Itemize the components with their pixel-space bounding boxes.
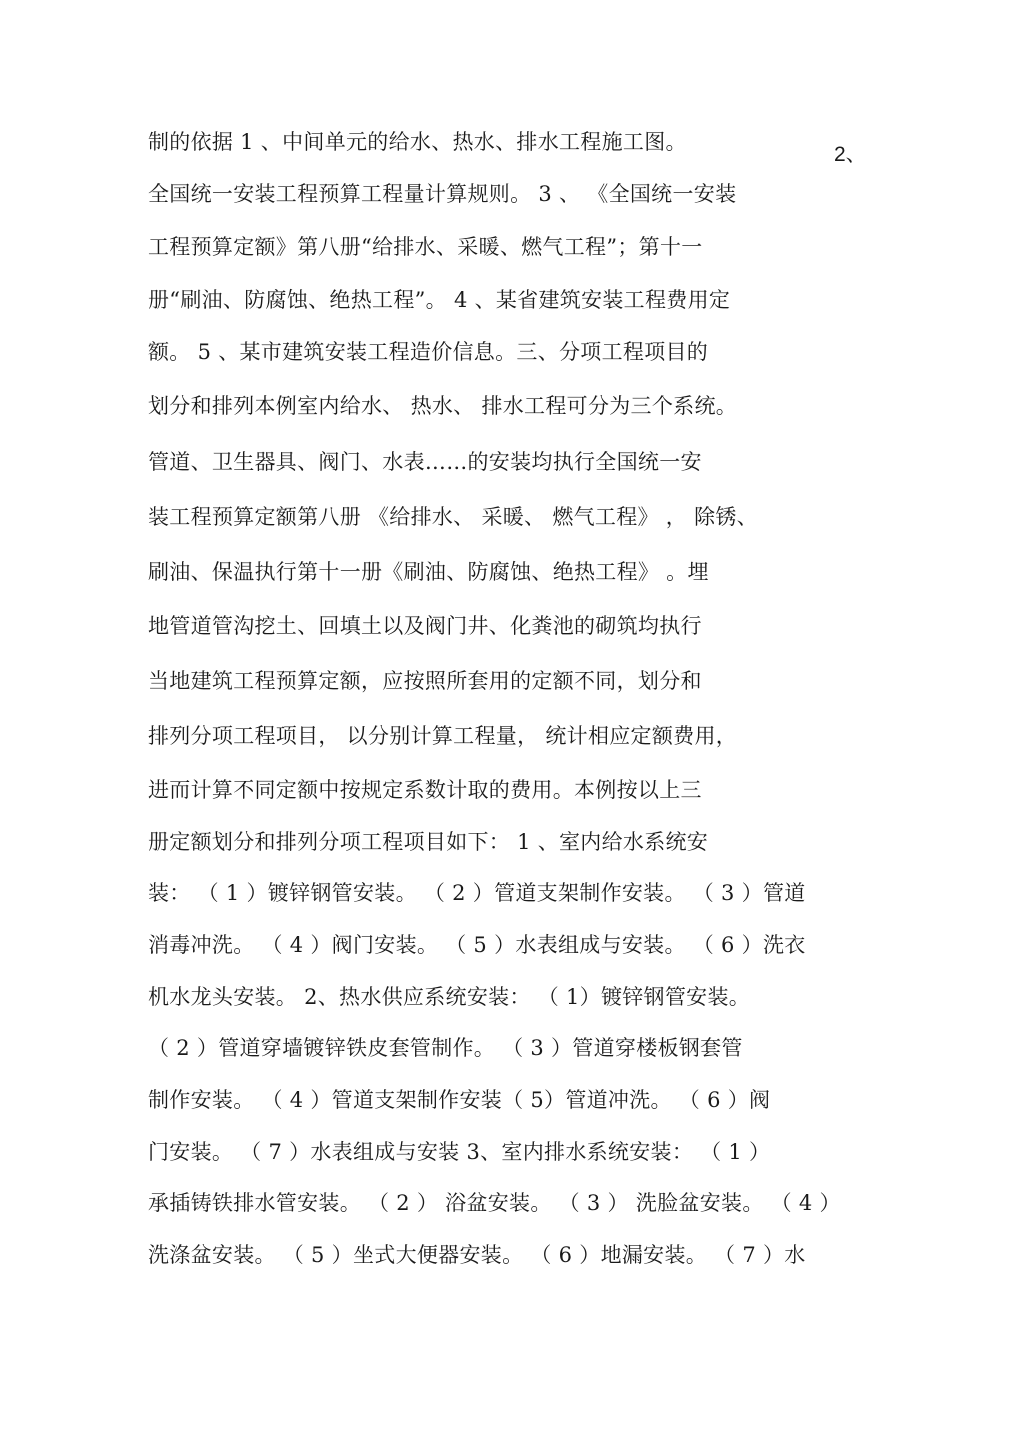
text-line: 机水龙头安装。 2、热水供应系统安装： （ 1）镀锌钢管安装。 xyxy=(148,985,751,1009)
text-line: （ 2 ）管道穿墙镀锌铁皮套管制作。 （ 3 ）管道穿楼板钢套管 xyxy=(148,1036,743,1060)
text-line: 额。 5 、某市建筑安装工程造价信息。三、分项工程项目的 xyxy=(148,340,709,364)
margin-note: 2、 xyxy=(834,143,867,166)
text-line: 承插铸铁排水管安装。 （ 2 ） 浴盆安装。 （ 3 ） 洗脸盆安装。 （ 4 ） xyxy=(148,1191,841,1215)
text-line: 工程预算定额》第八册“给排水、采暖、燃气工程”；第十一 xyxy=(148,235,703,259)
text-line: 册“刷油、防腐蚀、绝热工程”。 4 、某省建筑安装工程费用定 xyxy=(148,288,731,312)
text-line: 地管道管沟挖土、回填土以及阀门井、化粪池的砌筑均执行 xyxy=(148,614,702,638)
text-line: 管道、卫生器具、阀门、水表……的安装均执行全国统一安 xyxy=(148,450,702,474)
text-line: 制的依据 1 、中间单元的给水、热水、排水工程施工图。 xyxy=(148,130,687,154)
text-line: 册定额划分和排列分项工程项目如下： 1 、室内给水系统安 xyxy=(148,830,709,854)
text-line: 进而计算不同定额中按规定系数计取的费用。本例按以上三 xyxy=(148,778,702,802)
text-line: 装工程预算定额第八册 《给排水、 采暖、 燃气工程》 ， 除锈、 xyxy=(148,505,758,529)
text-line: 门安装。 （ 7 ）水表组成与安装 3、室内排水系统安装： （ 1 ） xyxy=(148,1140,771,1164)
text-line: 全国统一安装工程预算工程量计算规则。 3 、 《全国统一安装 xyxy=(148,182,737,206)
text-line: 制作安装。 （ 4 ）管道支架制作安装（ 5）管道冲洗。 （ 6 ）阀 xyxy=(148,1088,771,1112)
text-line: 刷油、保温执行第十一册《刷油、防腐蚀、绝热工程》 。埋 xyxy=(148,560,709,584)
text-line: 排列分项工程项目， 以分别计算工程量， 统计相应定额费用， xyxy=(148,724,738,748)
text-line: 消毒冲洗。 （ 4 ）阀门安装。 （ 5 ）水表组成与安装。 （ 6 ）洗衣 xyxy=(148,933,806,957)
text-line: 洗涤盆安装。 （ 5 ）坐式大便器安装。 （ 6 ）地漏安装。 （ 7 ）水 xyxy=(148,1243,806,1267)
text-line: 划分和排列本例室内给水、 热水、 排水工程可分为三个系统。 xyxy=(148,394,738,418)
text-line: 当地建筑工程预算定额，应按照所套用的定额不同，划分和 xyxy=(148,669,702,693)
text-line: 装： （ 1 ）镀锌钢管安装。 （ 2 ）管道支架制作安装。 （ 3 ）管道 xyxy=(148,881,806,905)
